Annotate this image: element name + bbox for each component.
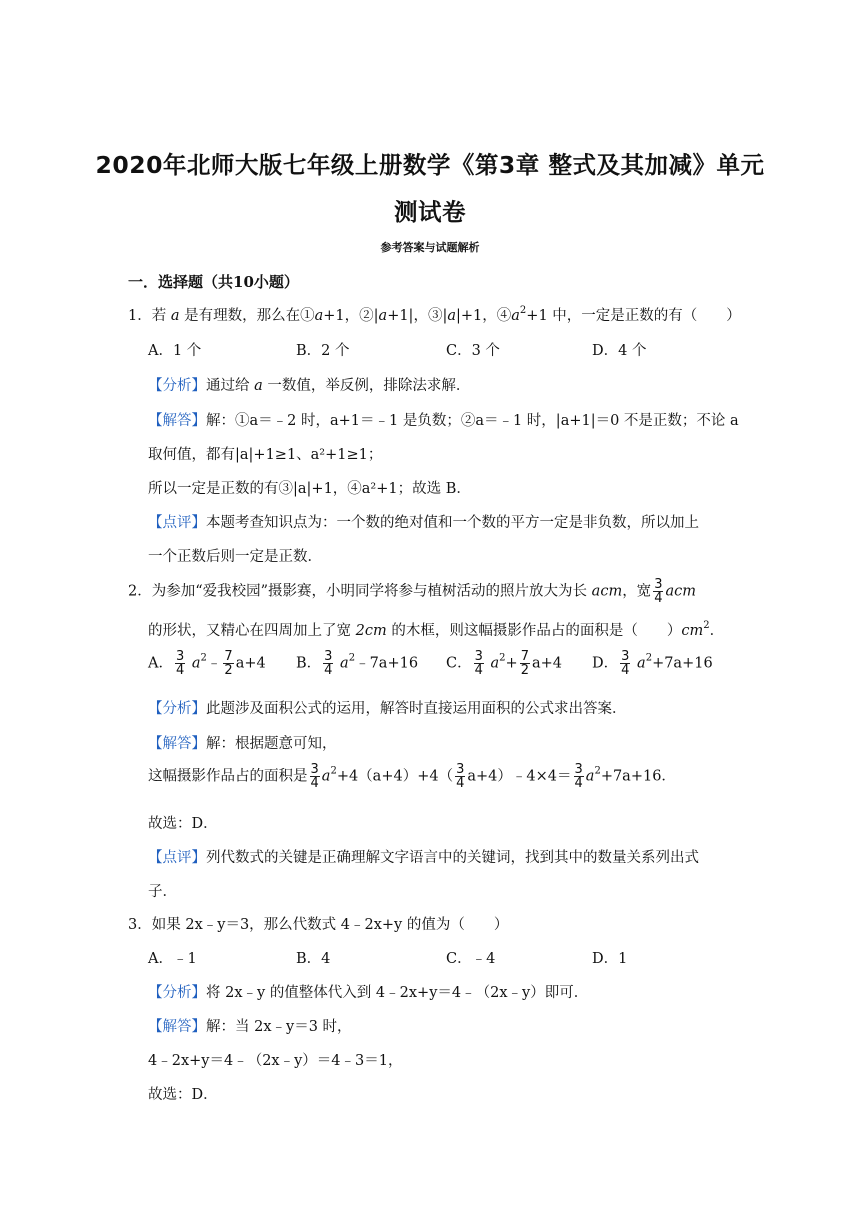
question-2-stem: 2．为参加“爱我校园”摄影赛，小明同学将参与植树活动的照片放大为长 acm，宽 $\frac{3}{4}$ acm	[128, 577, 696, 606]
comment-tag: 【点评】	[148, 850, 206, 866]
page-subtitle: 参考答案与试题解析	[380, 241, 480, 254]
analysis-tag: 【分析】	[148, 701, 206, 717]
question-1-comment: 【点评】本题考查知识点为：一个数的绝对值和一个数的平方一定是非负数，所以加上	[148, 515, 699, 531]
option-d[interactable]: D．1	[592, 951, 628, 967]
question-number: 1．	[128, 308, 152, 324]
question-3-stem: 3．如果 2x﹣y＝3，那么代数式 4﹣2x+y 的值为（ ）	[128, 917, 509, 933]
option-b[interactable]: B． $\frac{3}{4}$ $a^2﹣7a+16$	[296, 649, 419, 678]
question-1-comment-line2: 一个正数后则一定是正数．	[148, 549, 322, 565]
question-2-stem-line2: 的形状，又精心在四周加上了宽 2cm 的木框，则这幅摄影作品占的面积是（ ）$cm^2$．	[148, 620, 725, 639]
question-3-answer: 【解答】解：当 2x﹣y＝3 时，	[148, 1019, 352, 1035]
option-b[interactable]: B．2 个	[296, 343, 350, 359]
question-3-options	[0, 947, 860, 967]
question-1-analysis: 【分析】通过给 a 一数值，举反例，排除法求解．	[148, 378, 471, 394]
option-c[interactable]: C．3 个	[446, 343, 500, 359]
question-2-answer-line2: 这幅摄影作品占的面积是 $\frac{3}{4}$ $a^2+4(a+4)+4$（ $\frac{3}{4}$ a+4）﹣4×4＝ $\frac{3}{4}$ $a^2+7a+16$．	[148, 762, 676, 791]
question-3-answer-line2: 4﹣2x+y＝4﹣（2x﹣y）＝4﹣3＝1，	[148, 1053, 403, 1069]
option-c[interactable]: C．﹣4	[446, 951, 496, 967]
answer-tag: 【解答】	[148, 1019, 206, 1035]
option-a[interactable]: A．1 个	[148, 343, 202, 359]
question-2-answer-line3: 故选：D．	[148, 816, 218, 832]
page-title-continued: 测试卷	[394, 198, 466, 226]
answer-tag: 【解答】	[148, 413, 206, 429]
question-number: 3．	[128, 917, 152, 933]
question-2-comment: 【点评】列代数式的关键是正确理解文字语言中的关键词，找到其中的数量关系列出式	[148, 850, 699, 866]
question-number: 2．	[128, 583, 152, 600]
option-c[interactable]: C． $\frac{3}{4}$ $a^2+$ $\frac{7}{2}$ a+4	[446, 649, 562, 678]
section-heading: 一．选择题（共10小题）	[128, 273, 299, 291]
option-d[interactable]: D．4 个	[592, 343, 647, 359]
question-3-answer-line3: 故选：D．	[148, 1087, 218, 1103]
question-1-answer-line2: 取何值，都有|a|+1≥1、a²+1≥1；	[148, 447, 383, 463]
option-a[interactable]: A． $\frac{3}{4}$ $a^2﹣$ $\frac{7}{2}$ a+4	[148, 649, 266, 678]
question-3-analysis: 【分析】将 2x﹣y 的值整体代入到 4﹣2x+y＝4﹣（2x﹣y）即可．	[148, 985, 589, 1001]
question-1-stem: 1．若 a 是有理数，那么在①a+1，②|a+1|，③|a|+1，$④a^2+1$ 中，一定是正数的有（ ）	[128, 305, 741, 324]
fraction-three-quarters: $\frac{3}{4}$	[654, 577, 663, 606]
question-1-options	[0, 339, 860, 359]
question-1-answer-line3: 所以一定是正数的有③|a|+1，④a²+1；故选 B．	[148, 481, 471, 497]
analysis-tag: 【分析】	[148, 985, 206, 1001]
question-2-analysis: 【分析】此题涉及面积公式的运用，解答时直接运用面积的公式求出答案．	[148, 701, 627, 717]
option-b[interactable]: B．4	[296, 951, 331, 967]
analysis-tag: 【分析】	[148, 378, 206, 394]
page-title: 2020年北师大版七年级上册数学《第3章 整式及其加减》单元	[95, 151, 765, 179]
question-1-answer: 【解答】解：①a＝﹣2 时，a+1＝﹣1 是负数；②a＝﹣1 时，|a+1|＝0 不是正数；不论 a	[148, 413, 739, 429]
option-a[interactable]: A．﹣1	[148, 951, 197, 967]
question-2-options	[0, 650, 860, 686]
option-d[interactable]: D． $\frac{3}{4}$ $a^2+7a+16$	[592, 649, 713, 678]
question-2-comment-line2: 子．	[148, 884, 177, 900]
answer-tag: 【解答】	[148, 736, 206, 752]
comment-tag: 【点评】	[148, 515, 206, 531]
question-2-answer: 【解答】解：根据题意可知，	[148, 736, 337, 752]
